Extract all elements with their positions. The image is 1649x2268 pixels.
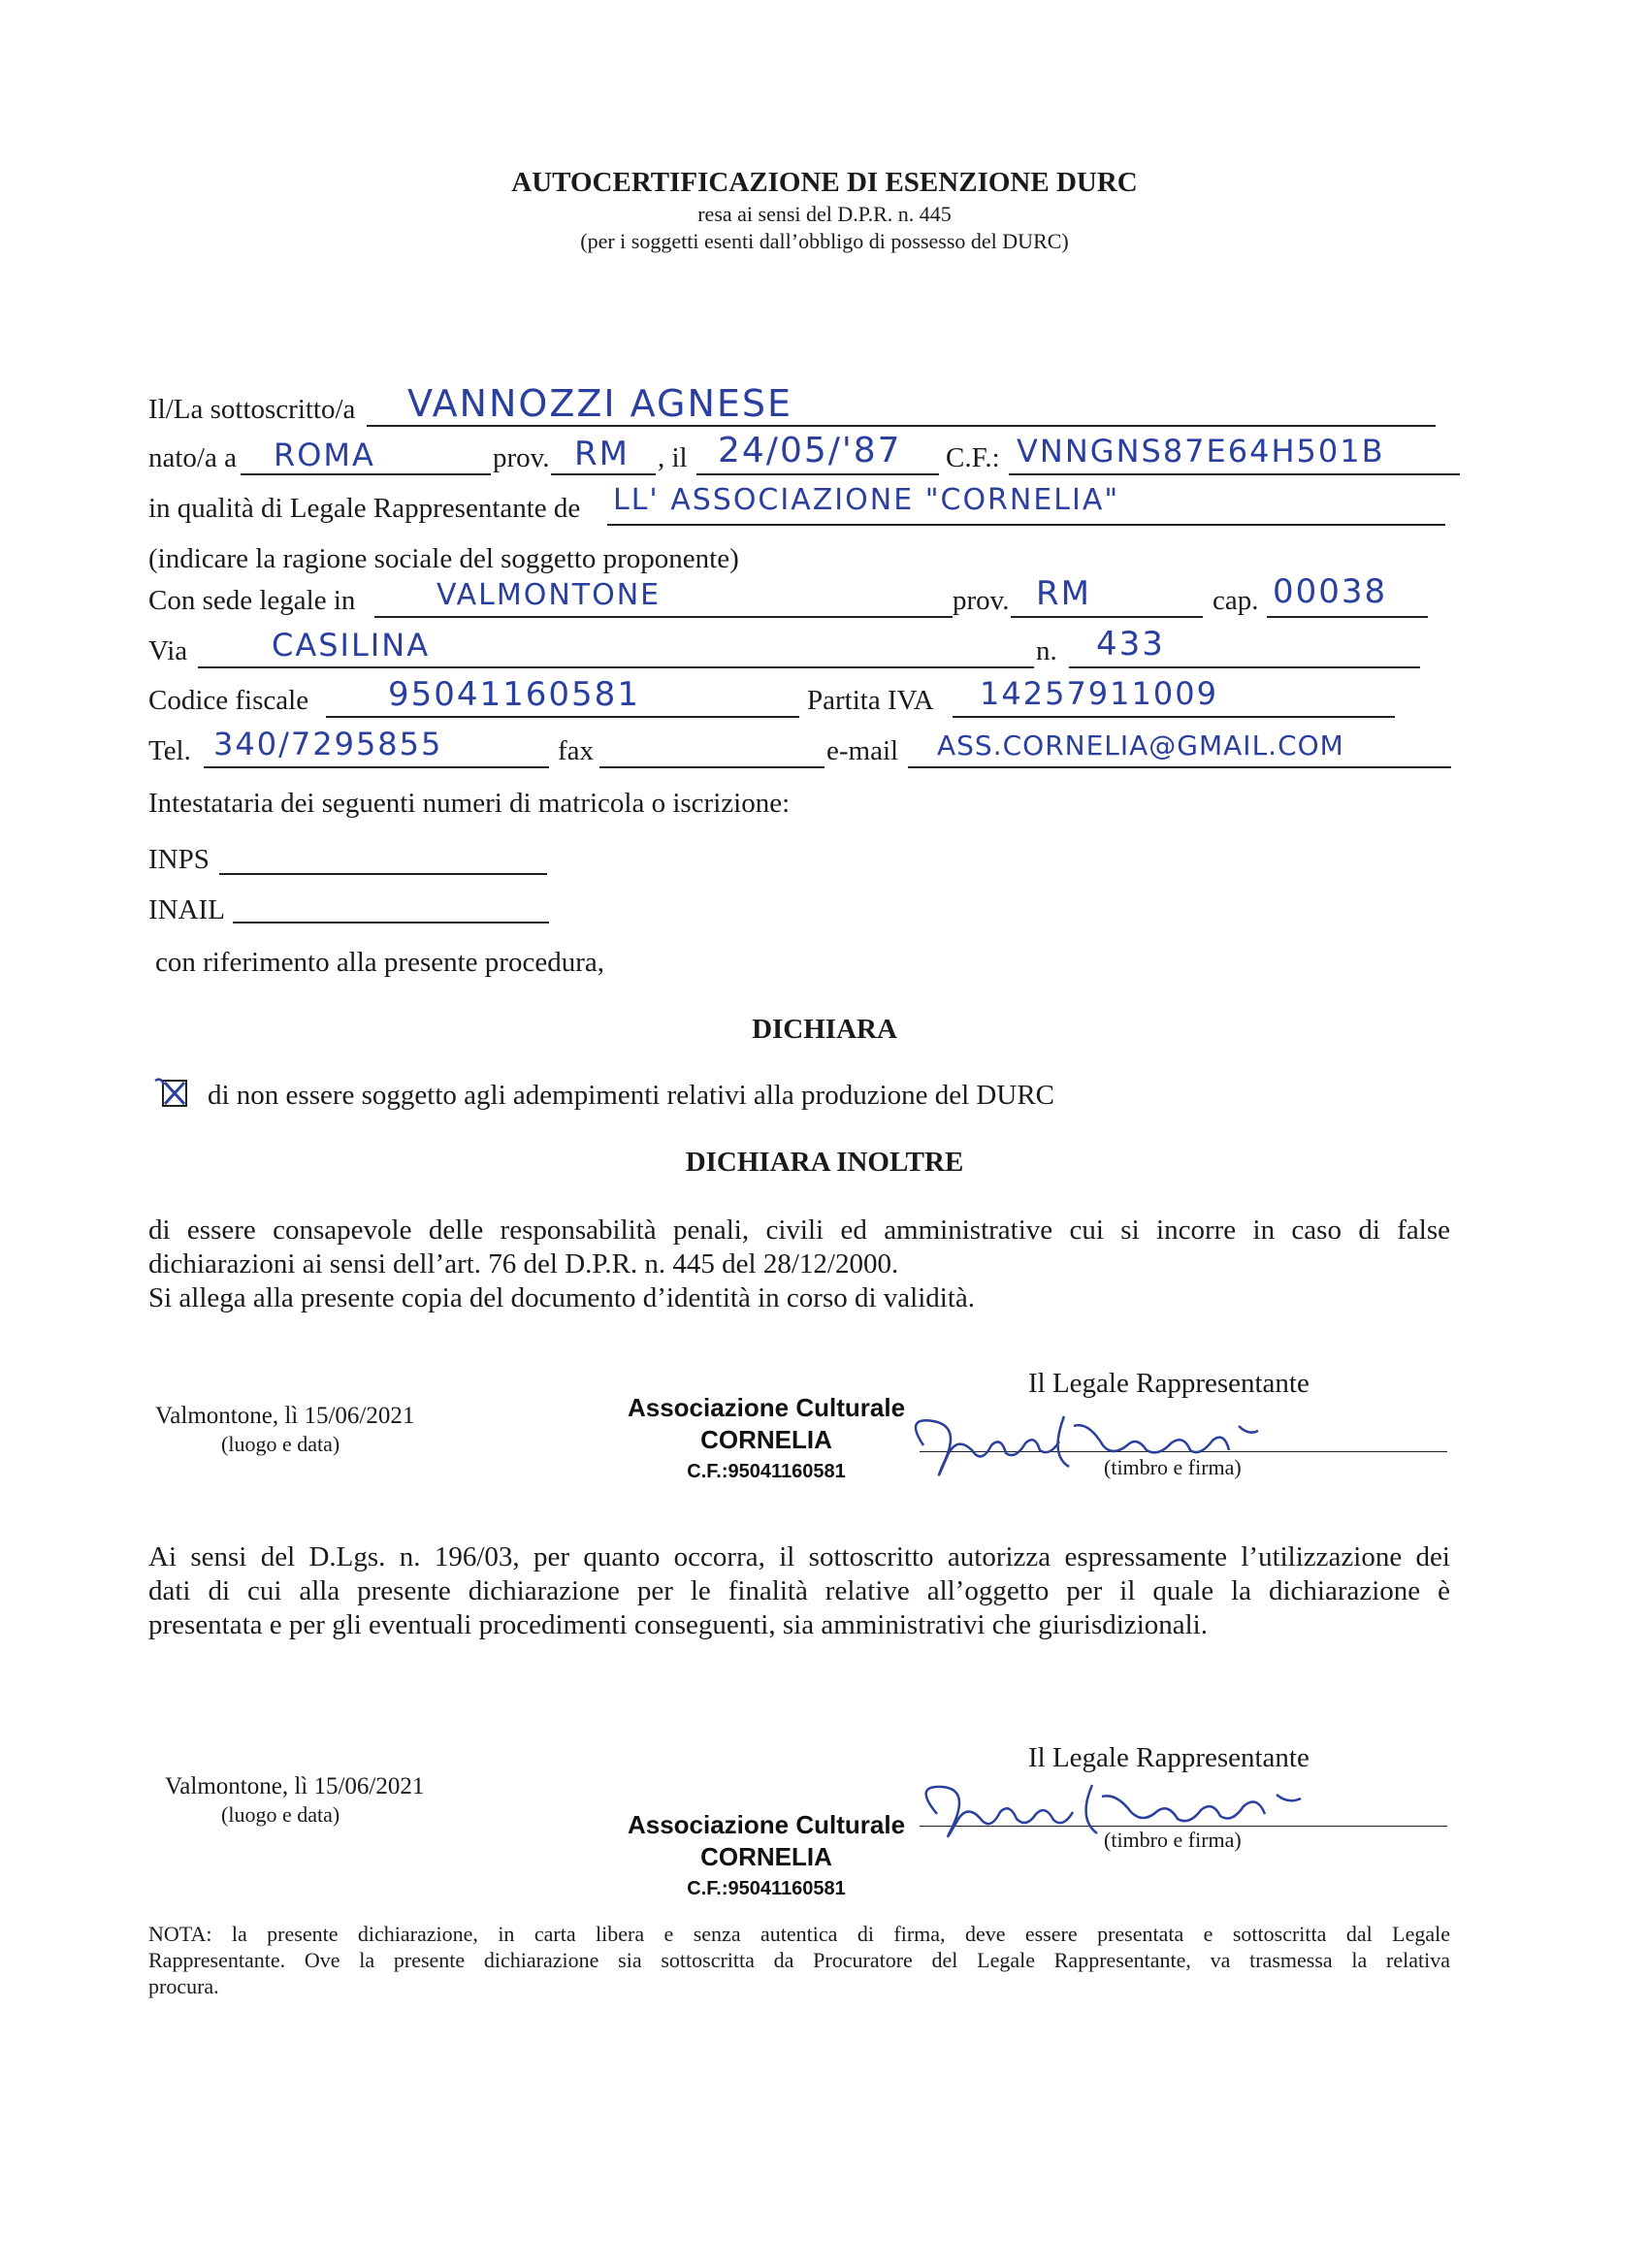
via-label: Via <box>148 635 188 666</box>
stamp-line-2: CORNELIA <box>700 1425 832 1454</box>
prov-label: prov. <box>493 442 550 473</box>
stamp-line-1: Associazione Culturale <box>627 1810 906 1839</box>
cap-value[interactable]: 00038 <box>1273 572 1388 611</box>
fax-label: fax <box>558 735 595 766</box>
privacy-paragraph <box>148 1540 1450 1642</box>
ragione-sociale-note: (indicare la ragione sociale del soggetto proponente) <box>148 543 739 574</box>
qualita-value[interactable]: LL' ASSOCIAZIONE "CORNELIA" <box>613 483 1120 517</box>
sede-label: Con sede legale in <box>148 585 356 616</box>
association-stamp-2 <box>621 1810 912 1900</box>
timbro-caption-2: (timbro e firma) <box>1104 1828 1242 1852</box>
inps-label: INPS <box>148 844 210 875</box>
inail-field-line[interactable] <box>233 922 549 923</box>
privacy-line-2: dati di cui alla presente dichiarazione per le finalità relative all’oggetto per il quale la dichiarazione è <box>148 1575 1450 1606</box>
tel-label: Tel. <box>148 735 191 766</box>
nota-paragraph <box>148 1921 1450 1999</box>
privacy-line-3: presentata e per gli eventuali procedimenti conseguenti, sia amministrativi che giurisdizionali. <box>148 1609 1208 1640</box>
nota-line-3: procura. <box>148 1974 219 1998</box>
codice-fiscale-field-line <box>326 716 799 718</box>
tel-value[interactable]: 340/7295855 <box>213 726 443 762</box>
email-field-line <box>908 766 1451 768</box>
intestataria-text: Intestataria dei seguenti numeri di matricola o iscrizione: <box>148 788 791 819</box>
email-label: e-mail <box>826 735 899 766</box>
cap-field-line <box>1267 616 1428 618</box>
civico-value[interactable]: 433 <box>1096 625 1165 664</box>
partita-iva-field-line <box>953 716 1395 718</box>
checkbox[interactable] <box>153 1075 192 1114</box>
cap-label: cap. <box>1212 585 1259 616</box>
stamp-line-2: CORNELIA <box>700 1842 832 1871</box>
il-field-line <box>696 473 939 475</box>
sede-field-line <box>374 616 953 618</box>
sottoscritto-field-line <box>367 425 1436 427</box>
cf-label: C.F.: <box>946 442 1000 473</box>
inail-label: INAIL <box>148 894 225 925</box>
nota-line-2: Rappresentante. Ove la presente dichiarazione sia sottoscritta da Procuratore del Legale Rappresentante, va trasmessa la relativa <box>148 1948 1450 1972</box>
birthdate-value[interactable]: 24/05/'87 <box>718 431 902 470</box>
sede-value[interactable]: VALMONTONE <box>436 578 662 612</box>
prov-field-line <box>551 473 656 475</box>
document-title: AUTOCERTIFICAZIONE DI ESENZIONE DURC <box>511 167 1138 198</box>
nota-line-1: NOTA: la presente dichiarazione, in carta libera e senza autentica di firma, deve essere presentata e sottoscritta dal Legale <box>148 1922 1450 1946</box>
responsabilita-line-1: di essere consapevole delle responsabilità penali, civili ed amministrative cui si incorre in caso di false <box>148 1215 1450 1246</box>
sede-prov-field-line <box>1011 616 1203 618</box>
place-date-caption-1: (luogo e data) <box>221 1432 340 1456</box>
responsabilita-paragraph <box>148 1214 1450 1315</box>
document-subtitle-note: (per i soggetti esenti dall’obbligo di possesso del DURC) <box>580 229 1069 253</box>
sede-prov-value[interactable]: RM <box>1036 574 1091 613</box>
civico-label: n. <box>1036 635 1057 666</box>
partita-iva-label: Partita IVA <box>807 685 934 716</box>
email-value[interactable]: ASS.CORNELIA@GMAIL.COM <box>937 729 1344 761</box>
tel-field-line <box>204 766 549 768</box>
sottoscritto-label: Il/La sottoscritto/a <box>148 394 356 425</box>
place-date-2: Valmontone, lì 15/06/2021 <box>165 1773 425 1799</box>
nato-field-line <box>241 473 491 475</box>
nato-label: nato/a a <box>148 442 237 473</box>
qualita-label: in qualità di Legale Rappresentante de <box>148 493 581 524</box>
place-date-1: Valmontone, lì 15/06/2021 <box>155 1403 415 1429</box>
checkbox-checked-icon <box>153 1075 192 1114</box>
via-field-line <box>198 666 1034 668</box>
prov-value[interactable]: RM <box>574 435 630 473</box>
codice-fiscale-label: Codice fiscale <box>148 685 309 716</box>
responsabilita-line-3: Si allega alla presente copia del documento d’identità in corso di validità. <box>148 1282 976 1313</box>
cf-value[interactable]: VNNGNS87E64H501B <box>1017 433 1385 470</box>
association-stamp-1 <box>621 1393 912 1483</box>
privacy-line-1: Ai sensi del D.Lgs. n. 196/03, per quanto occorra, il sottoscritto autorizza espressamente l’utilizzazione dei <box>148 1541 1450 1572</box>
timbro-caption-1: (timbro e firma) <box>1104 1455 1242 1479</box>
sottoscritto-value[interactable]: VANNOZZI AGNESE <box>407 382 793 425</box>
qualita-field-line <box>607 524 1445 526</box>
nato-value[interactable]: ROMA <box>274 437 375 473</box>
sede-prov-label: prov. <box>953 585 1010 616</box>
place-date-caption-2: (luogo e data) <box>221 1802 340 1827</box>
via-value[interactable]: CASILINA <box>272 627 431 664</box>
fax-field-line <box>599 766 824 768</box>
il-label: , il <box>658 442 688 473</box>
legal-rep-title-1: Il Legale Rappresentante <box>1028 1368 1310 1399</box>
codice-fiscale-value[interactable]: 95041160581 <box>388 675 640 714</box>
document-subtitle: resa ai sensi del D.P.R. n. 445 <box>697 202 952 226</box>
stamp-line-3: C.F.:95041160581 <box>687 1461 846 1482</box>
stamp-line-3: C.F.:95041160581 <box>687 1878 846 1899</box>
dichiara-inoltre-heading: DICHIARA INOLTRE <box>685 1147 964 1178</box>
partita-iva-value[interactable]: 14257911009 <box>980 675 1218 712</box>
dichiara-heading: DICHIARA <box>752 1014 897 1045</box>
cf-field-line <box>1009 473 1460 475</box>
legal-rep-title-2: Il Legale Rappresentante <box>1028 1742 1310 1773</box>
inps-field-line[interactable] <box>219 873 547 875</box>
responsabilita-line-2: dichiarazioni ai sensi dell’art. 76 del D.P.R. n. 445 del 28/12/2000. <box>148 1248 899 1280</box>
riferimento-text: con riferimento alla presente procedura, <box>155 947 604 978</box>
stamp-line-1: Associazione Culturale <box>627 1393 906 1422</box>
civico-field-line <box>1069 666 1420 668</box>
checkbox-text: di non essere soggetto agli adempimenti relativi alla produzione del DURC <box>208 1080 1055 1111</box>
